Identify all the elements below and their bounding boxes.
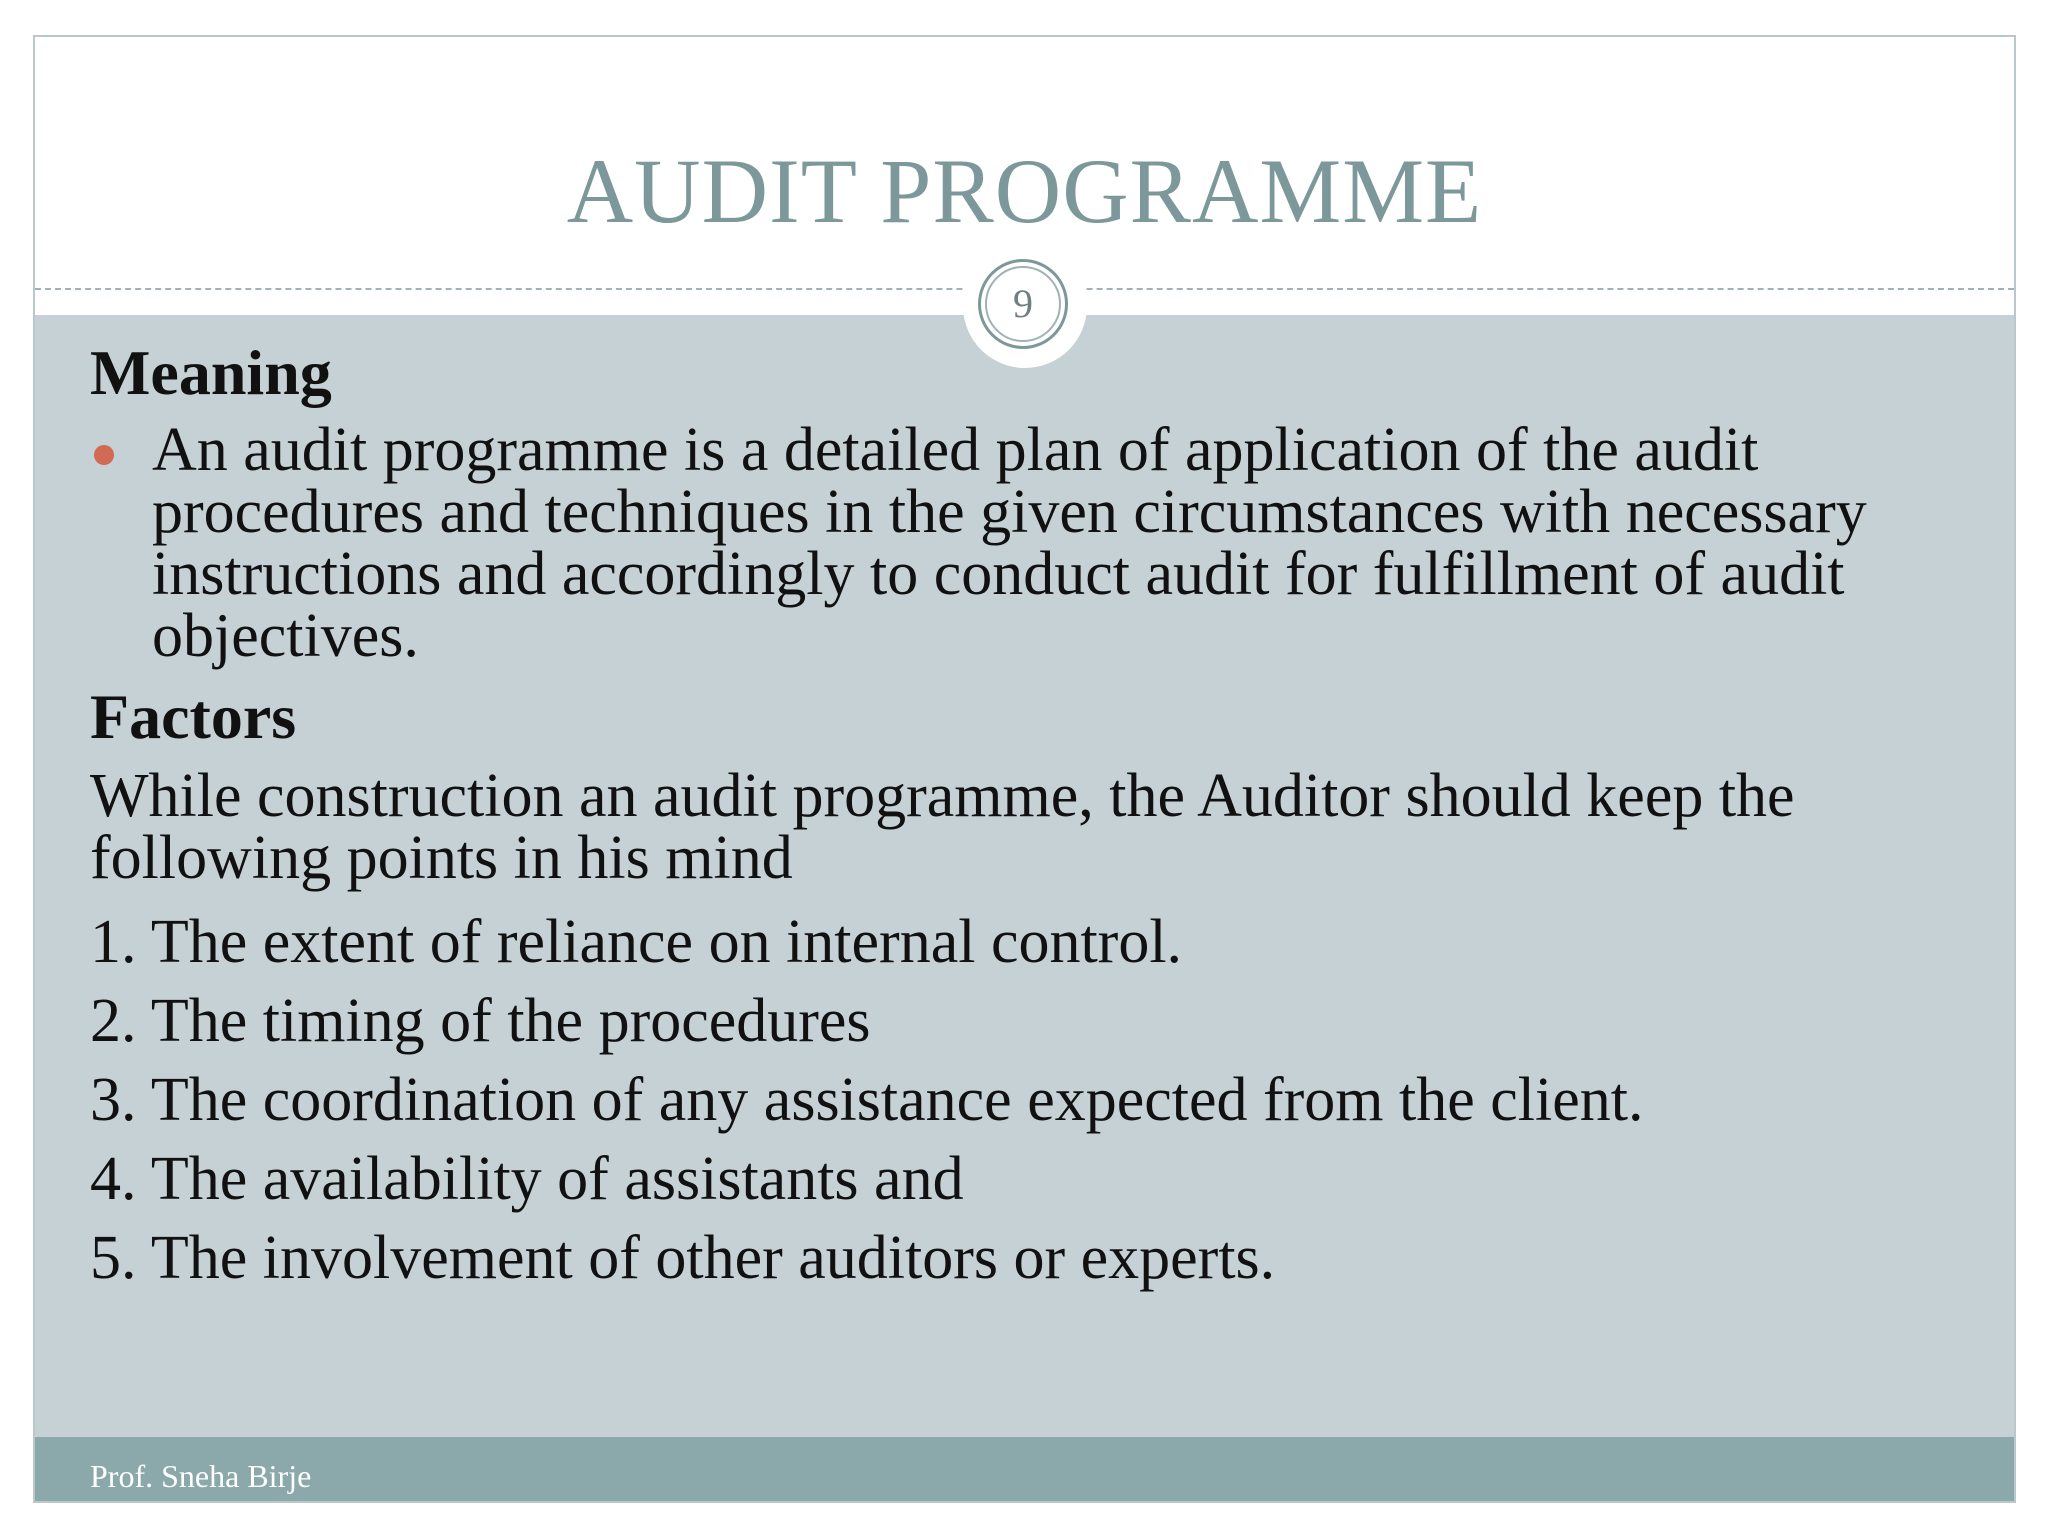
slide-title: AUDIT PROGRAMME	[566, 140, 1483, 242]
meaning-bullet-text: An audit programme is a detailed plan of application of the audit procedures and techniques in the given circumstances with necessary instructions and accordingly to conduct audit for fulfillment of audit objectives.	[152, 416, 1867, 670]
slide	[33, 35, 2016, 1503]
factor-item: 1. The extent of reliance on internal control.	[90, 908, 1183, 976]
factor-item: 3. The coordination of any assistance expected from the client.	[90, 1066, 1644, 1134]
page-number-badge	[978, 259, 1068, 349]
factors-list	[90, 903, 1970, 1298]
bullet-dot-icon	[94, 445, 114, 465]
page-number: 9	[985, 266, 1061, 342]
slide-body	[90, 337, 1970, 1298]
footer-author: Prof. Sneha Birje	[90, 1458, 312, 1494]
factor-item: 2. The timing of the procedures	[90, 987, 871, 1055]
meaning-heading: Meaning	[90, 337, 332, 408]
footer-band	[35, 1437, 2014, 1503]
factor-item: 4. The availability of assistants and	[90, 1145, 964, 1213]
factors-heading: Factors	[90, 681, 297, 752]
factor-item: 5. The involvement of other auditors or experts.	[90, 1224, 1276, 1292]
meaning-bullet	[90, 416, 1970, 670]
factors-intro: While construction an audit programme, the Auditor should keep the following points in his mind	[90, 762, 1795, 892]
